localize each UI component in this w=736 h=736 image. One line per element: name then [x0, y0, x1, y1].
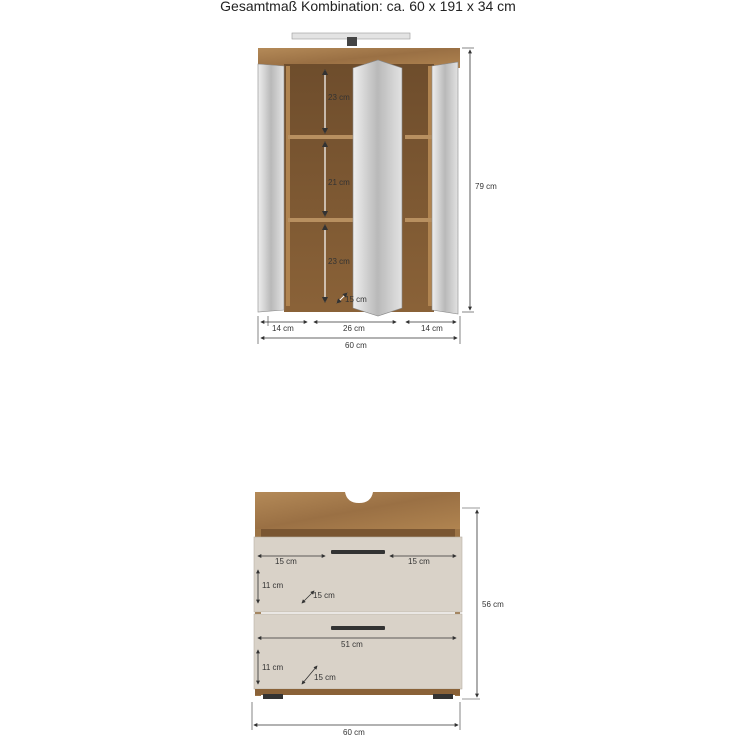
foot	[433, 694, 453, 699]
shelf	[405, 135, 432, 139]
shelf-height-label-3: 23 cm	[328, 257, 350, 266]
vanity-total-width-label: 60 cm	[343, 728, 365, 736]
mirror-cabinet	[258, 33, 497, 350]
left-mirror-door	[258, 64, 284, 312]
left-width-label: 14 cm	[272, 324, 294, 333]
drawer1-depth-label: 15 cm	[313, 591, 335, 600]
foot	[263, 694, 283, 699]
drawer-front-2	[254, 614, 462, 689]
top-left-width-label: 15 cm	[275, 557, 297, 566]
drawer1-height-label: 11 cm	[262, 581, 284, 590]
depth-label: 15 cm	[345, 295, 367, 304]
side-wall	[286, 66, 290, 306]
shelf	[288, 135, 353, 139]
vanity-unit	[252, 492, 504, 736]
shelf-height-label-1: 23 cm	[328, 93, 350, 102]
drawer-handle-2	[331, 626, 385, 630]
vanity-recess	[255, 529, 460, 537]
right-mirror-door	[432, 62, 458, 314]
diagram-title: Gesamtmaß Kombination: ca. 60 x 191 x 34 cm	[220, 0, 516, 14]
lamp-clip	[347, 37, 357, 46]
drawer-handle-1	[331, 550, 385, 554]
inner-width-label: 51 cm	[341, 640, 363, 649]
height-label: 79 cm	[475, 182, 497, 191]
shelf-height-label-2: 21 cm	[328, 178, 350, 187]
shelf	[288, 218, 353, 222]
center-mirror-door	[353, 60, 402, 316]
drawer-front-1	[254, 537, 462, 612]
side-wall	[428, 66, 432, 306]
vanity-plinth	[255, 689, 460, 695]
right-width-label: 14 cm	[421, 324, 443, 333]
vanity-height-label: 56 cm	[482, 600, 504, 609]
shelf	[405, 218, 432, 222]
drawer2-depth-label: 15 cm	[314, 673, 336, 682]
vanity-top	[255, 492, 460, 529]
total-width-label: 60 cm	[345, 341, 367, 350]
top-right-width-label: 15 cm	[408, 557, 430, 566]
drawer2-height-label: 11 cm	[262, 663, 284, 672]
center-width-label: 26 cm	[343, 324, 365, 333]
